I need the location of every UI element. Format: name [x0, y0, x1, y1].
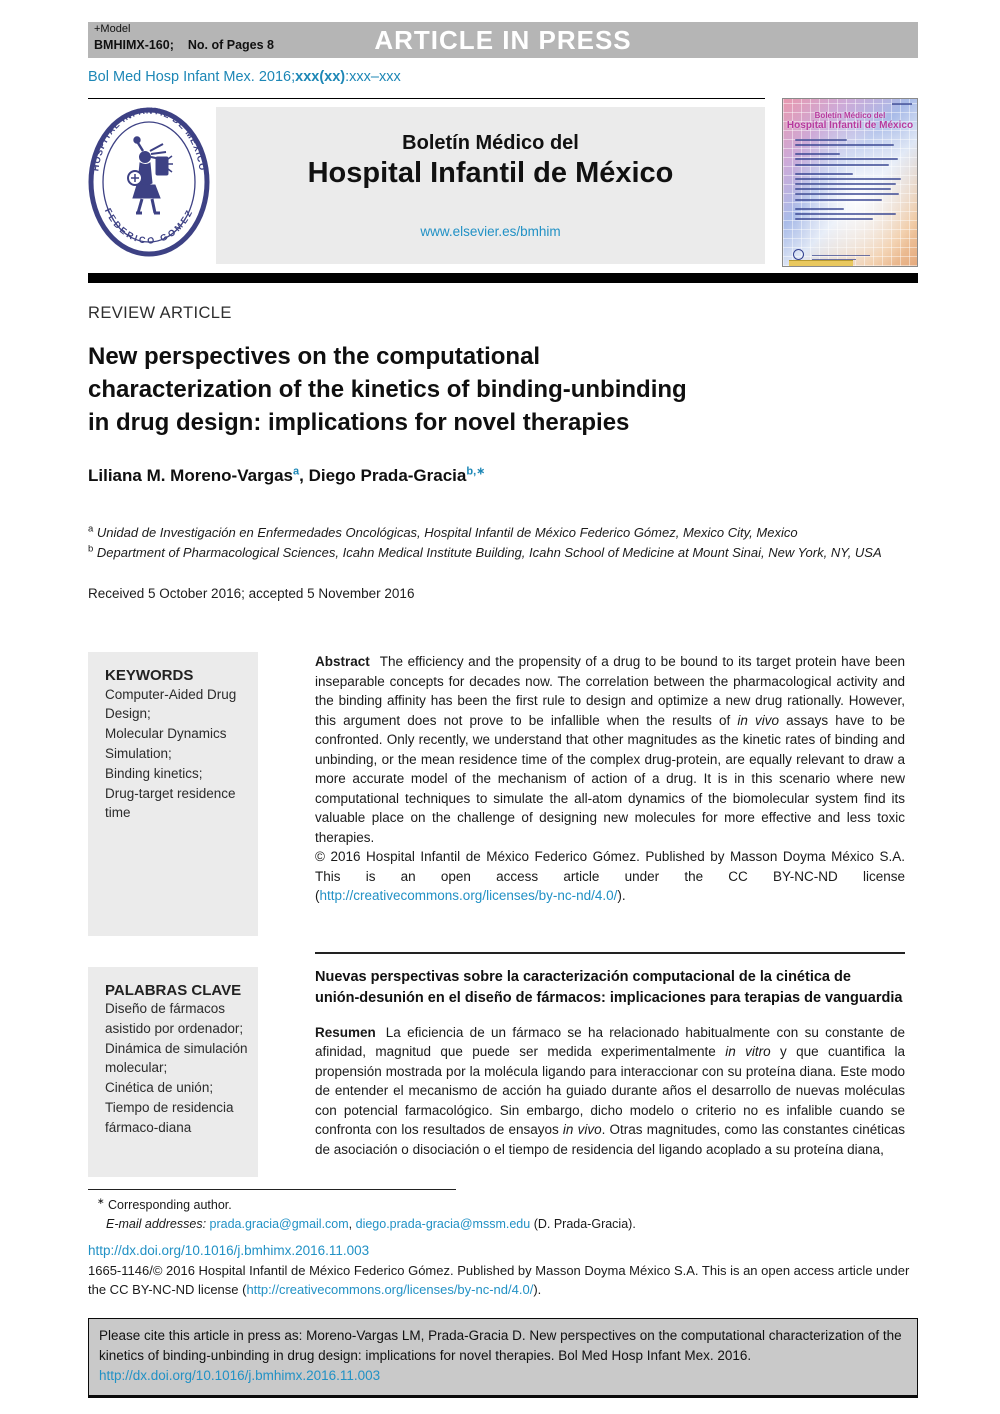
title-line-2: characterization of the kinetics of binding-unbinding [88, 376, 687, 403]
hospital-seal-icon [88, 107, 210, 257]
license-link[interactable]: http://creativecommons.org/licenses/by-nc-nd/4.0/ [319, 888, 618, 903]
affiliation-a: $^a$ Unidad de Investigación en Enfermedades Oncológicas, Hospital Infantil de México Federico Gómez, Mexico City, Mexico [88, 523, 798, 540]
pages-count: No. of Pages 8 [187, 37, 275, 52]
abstract-resumen-divider [315, 952, 905, 954]
title-line-3: in drug design: implications for novel therapies [88, 409, 630, 436]
please-cite-box [88, 1318, 918, 1398]
article-in-press-banner [88, 22, 918, 58]
abstract-label: Abstract [315, 654, 370, 669]
spanish-title: Nuevas perspectivas sobre la caracterización computacional de la cinética de unión-desunión en el diseño de fármacos: implicaciones para terapias de vanguardia [315, 968, 903, 1006]
palabras-heading: PALABRAS CLAVE [105, 981, 242, 999]
author-1-affiliation-mark[interactable]: a [293, 465, 300, 478]
article-in-press-label: ARTICLE IN PRESS [374, 24, 632, 55]
cover-toc-lines [795, 139, 907, 220]
journal-cover-thumbnail[interactable] [782, 98, 918, 267]
keyword-item: Molecular Dynamics Simulation; [105, 726, 227, 761]
resumen-text [315, 967, 905, 1160]
email-link-2[interactable]: diego.prada-gracia@mssm.edu [355, 1216, 531, 1231]
cover-title [783, 111, 917, 131]
abstract-section [88, 652, 918, 936]
cover-title-line1: Boletín Médico del [814, 111, 886, 120]
doi-line [88, 1243, 918, 1258]
title-line-1: New perspectives on the computational [88, 343, 541, 370]
journal-citation-line [88, 69, 918, 85]
abstract-copyright: © 2016 Hospital Infantil de México Federico Gómez. Published by Masson Doyma México S.A. This is an open access article under the CC BY-NC-ND license ( [315, 849, 905, 903]
doi-link[interactable]: http://dx.doi.org/10.1016/j.bmhimx.2016.11.003 [88, 1243, 370, 1258]
manuscript-code: BMHIMX-160; [94, 37, 174, 52]
affiliations [88, 523, 918, 563]
cite-box-doi-link[interactable]: http://dx.doi.org/10.1016/j.bmhimx.2016.11.003 [99, 1368, 381, 1383]
model-label: +Model [94, 23, 131, 35]
keywords-box [88, 652, 258, 936]
logo-arc-top-text: HOSPITAL INFANTIL DE MEXICO [90, 107, 208, 172]
article-title [88, 340, 918, 439]
masthead [88, 98, 918, 267]
header-divider-bar [88, 273, 918, 283]
keyword-item: Binding kinetics; [105, 765, 203, 781]
journal-title-line1: Boletín Médico del [402, 132, 579, 154]
footnotes [88, 1196, 918, 1233]
email-link-1[interactable]: prada.gracia@gmail.com [209, 1216, 349, 1231]
citation-prefix: Bol Med Hosp Infant Mex. 2016; [88, 69, 296, 85]
author-1-name: Liliana M. Moreno-Vargas [88, 466, 293, 485]
issn-copyright-line: 1665-1146/© 2016 Hospital Infantil de México Federico Gómez. Published by Masson Doyma México S.A. This is an open access article under the CC BY-NC-ND license (http://creativecommons.org/licenses/by-nc-nd/4.0/). [88, 1263, 910, 1297]
palabras-clave-box [88, 967, 258, 1177]
resumen-label: Resumen [315, 1024, 376, 1040]
palabra-item: Dinámica de simulación molecular; [105, 1040, 248, 1075]
cite-box-text: Please cite this article in press as: Moreno-Vargas LM, Prada-Gracia D. New perspectives on the computational characterization of the kinetics of binding-unbinding in drug design: implications for novel therapies. Bol Med Hosp Infant Mex. 2016. [99, 1328, 902, 1363]
model-info [94, 23, 274, 54]
author-list: Liliana M. Moreno-Vargas$^a$, Diego Prada-Gracia$^{b,∗}$ [88, 465, 486, 485]
cover-title-line2: Hospital Infantil de México [786, 120, 914, 131]
resumen-paragraph: Resumen La eficiencia de un fármaco se ha relacionado habitualmente con su constante de afinidad, magnitud que puede ser medida experimentalmente in vitro y que cuantifica la propensión mostrada por la molécula ligando para interaccionar con su proteína diana. Este modo de entender el mecanismo de acción ha guiado durante años el desarrollo de nuevas moléculas con potencial farmacológico. Sin embargo, dicho modelo o criterio no es infalible cuando se confronta con los resultados de ensayos in vivo. Otras magnitudes, como las constantes cinéticas de asociación o disociación o el tiempo de residencia del ligando acoplado a su proteína diana, [315, 1024, 906, 1157]
resumen-section [88, 967, 918, 1177]
journal-website-link[interactable]: www.elsevier.es/bmhim [420, 224, 561, 239]
cover-yellow-strip [789, 260, 853, 266]
cover-footer [793, 249, 870, 260]
author-2-name: Diego Prada-Gracia [308, 466, 467, 485]
keyword-item: Computer-Aided Drug Design; [105, 686, 237, 721]
palabra-item: Cinética de unión; [105, 1080, 214, 1095]
email-addresses-note: E-mail addresses: prada.gracia@gmail.com, diego.prada-gracia@mssm.edu (D. Prada-Gracia). [106, 1216, 636, 1231]
keyword-item: Drug-target residence time [105, 785, 236, 820]
journal-title-box [216, 107, 765, 264]
keywords-heading: KEYWORDS [105, 667, 194, 684]
citation-pages: :xxx–xxx [345, 69, 401, 85]
palabra-item: Tiempo de residencia fármaco-diana [105, 1100, 234, 1135]
citation-volume: xxx(xx) [295, 69, 346, 85]
logo-arc-bottom-text: FEDERICO GOMEZ [102, 206, 196, 246]
email-label: E-mail addresses: [106, 1216, 207, 1231]
masthead-left [88, 98, 765, 264]
footnote-rule [88, 1189, 456, 1191]
section-label: REVIEW ARTICLE [88, 304, 232, 322]
abstract-text: Abstract The efficiency and the propensity of a drug to be bound to its target protein have been inseparable concepts for decades now. The correlation between the pharmacological activity and the binding affinity has been the first rule to design and optimize a new drug rationally. However, this argument does not prove to be infallible when the results of in vivo assays have to be confronted. Only recently, we understand that other magnitudes as the kinetic rates of binding and unbinding, or the mean residence time of the complex drug-protein, are equally relevant to draw a more accurate model of the mechanism of action of a drug. It is in this scenario where new computational techniques to simulate the all-atom dynamics of the biomolecular system find its valuable place on the challenge of designing new molecules for more effective and less toxic therapies. © 2016 Hospital Infantil de México Federico Gómez. Published by Masson Doyma México S.A. This is an open access article under the CC BY-NC-ND license (http://creativecommons.org/licenses/by-nc-nd/4.0/). [315, 654, 906, 903]
author-2-affiliation-mark[interactable]: b,∗ [466, 465, 486, 478]
hospital-seal-logo [88, 107, 210, 257]
cover-issn-line [892, 103, 912, 105]
received-dates: Received 5 October 2016; accepted 5 November 2016 [88, 586, 415, 601]
journal-title-line2: Hospital Infantil de México [307, 157, 674, 189]
cover-emblem-icon [793, 249, 804, 260]
corresponding-author-note: ∗ Corresponding author. [97, 1195, 232, 1212]
license-link-footer[interactable]: http://creativecommons.org/licenses/by-nc-nd/4.0/ [246, 1282, 534, 1297]
affiliation-b: $^b$ Department of Pharmacological Sciences, Icahn Medical Institute Building, Icahn School of Medicine at Mount Sinai, New York, NY, USA [88, 543, 882, 560]
palabra-item: Diseño de fármacos asistido por ordenador; [105, 1001, 244, 1036]
